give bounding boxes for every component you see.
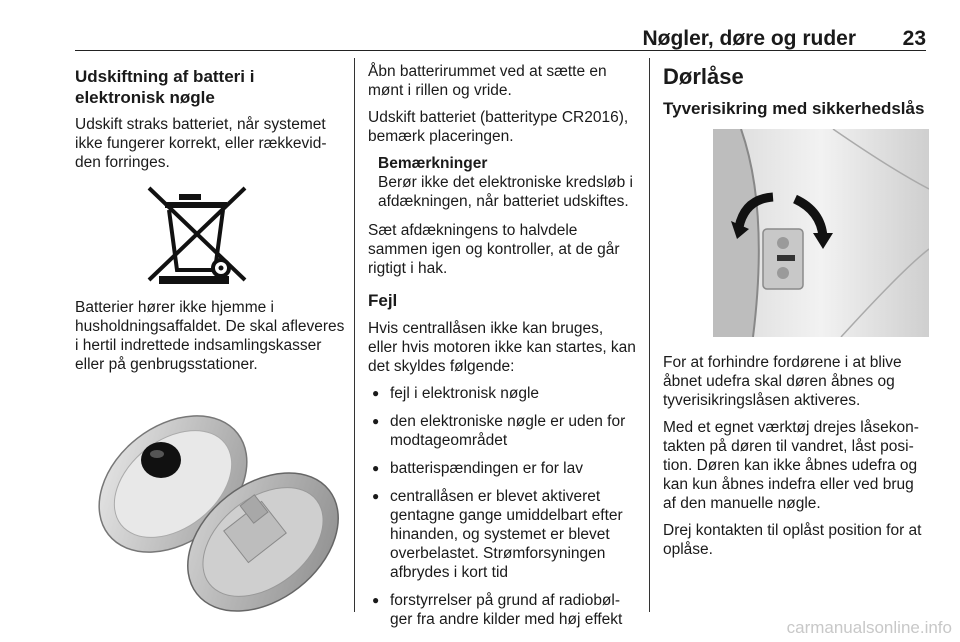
crossed-bin-icon [145, 184, 249, 286]
fault-list [368, 384, 636, 629]
paragraph-battery-disposal: Batterier hører ikke hjemme i husholdningsaffaldet. De skal afleveres i hertil indrettede indsamlingskasser eller på genbrugsstationer. [75, 299, 345, 373]
section-heading-fejl: Fejl [368, 291, 398, 310]
list-item: ● den elektroniske nøgle er uden for modtageområdet [368, 412, 636, 450]
list-item: ● batterispændingen er for lav [368, 459, 636, 478]
section-heading-battery: Udskiftning af batteri i elektronisk nøgle [75, 67, 255, 107]
note-title: Bemærkninger [378, 155, 488, 172]
list-item: ● fejl i elektronisk nøgle [368, 384, 636, 403]
paragraph-unlock: Drej kontakten til oplåst position for at oplåse. [663, 522, 922, 558]
page-number: 23 [902, 27, 926, 50]
list-item: ● forstyrrelser på grund af radiobølger fra andre kilder med høj effekt [368, 591, 636, 629]
watermark: carmanualsonline.info [786, 618, 952, 637]
note-text: Berør ikke det elektroniske kredsløb i afdækningen, når batteriet udskiftes. [378, 174, 633, 210]
column-2 [368, 62, 636, 638]
column-3 [663, 62, 929, 567]
column-divider-2 [649, 58, 650, 612]
column-1 [75, 62, 347, 616]
list-item: ● centrallåsen er blevet aktiveret gentagne gange umiddelbart efter hinanden, og systemet er blevet overbelastet. Strømforsyningen afbrydes i kort tid [368, 487, 636, 582]
subheading-child-lock: Tyverisikring med sikkerhedslås [663, 99, 925, 118]
door-lock-image [713, 129, 929, 337]
section-heading-door-locks: Dørlåse [663, 64, 744, 89]
key-fob-open-image [95, 402, 343, 616]
header-title: Nøgler, døre og ruder [642, 27, 856, 50]
paragraph-lock-turn: Med et egnet værktøj drejes låsekontakten på døren til vandret, låst position. Døren kan ikke åbnes udefra og kan kun åbnes indefra eller ved brug af den manuelle nøgle. [663, 419, 919, 512]
column-divider-1 [354, 58, 355, 612]
paragraph-replace-battery: Udskift batteriet (batteritype CR2016), bemærk placeringen. [368, 109, 629, 145]
paragraph-fejl-intro: Hvis centrallåsen ikke kan bruges, eller hvis motoren ikke kan startes, kan det skyldes følgende: [368, 320, 636, 375]
header-rule [75, 50, 926, 51]
note-block [378, 154, 636, 211]
paragraph-reassemble: Sæt afdækningens to halvdele sammen igen og kontroller, at de går rigtigt i hak. [368, 222, 620, 277]
paragraph-open-compartment: Åbn batterirummet ved at sætte en mønt i rillen og vride. [368, 63, 607, 99]
paragraph-lock-purpose: For at forhindre fordørene i at blive åbnet udefra skal døren åbnes og tyverisikringslåsen aktiveres. [663, 354, 902, 409]
paragraph-battery-replace: Udskift straks batteriet, når systemet ikke fungerer korrekt, eller rækkevidden forringes. [75, 116, 327, 171]
